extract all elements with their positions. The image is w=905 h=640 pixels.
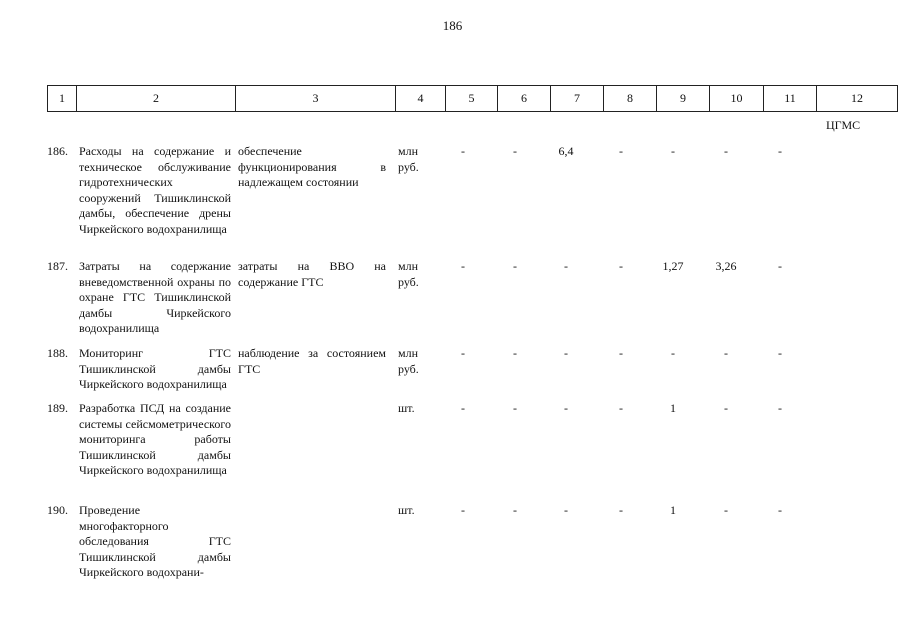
column-number-7: 7: [551, 86, 604, 112]
row-unit: млн руб.: [398, 144, 419, 174]
row-value-col11: -: [778, 259, 782, 273]
row-value-col7: -: [564, 503, 568, 517]
row-purpose: наблюдение за состоянием ГТС: [238, 346, 386, 376]
row-unit: шт.: [398, 503, 415, 517]
row-value-col5: -: [461, 144, 465, 158]
row-value-col7: -: [564, 259, 568, 273]
column-number-5: 5: [446, 86, 498, 112]
row-value-col5: -: [461, 401, 465, 415]
row-value-col6: -: [513, 346, 517, 360]
row-number: 190.: [47, 503, 68, 517]
row-number: 187.: [47, 259, 68, 273]
column-number-12: 12: [817, 86, 898, 112]
row-value-col11: -: [778, 346, 782, 360]
row-measure-name: Разработка ПСД на создание системы сейсмометрического мониторинга работы Тишиклинской дамбы Чиркейского водохранилища: [79, 401, 231, 478]
column-number-4: 4: [396, 86, 446, 112]
column-number-10: 10: [710, 86, 764, 112]
row-measure-name: Мониторинг ГТС Тишиклинской дамбы Чиркейского водохранилища: [79, 346, 231, 392]
row-value-col7: 6,4: [558, 144, 574, 158]
column-number-3: 3: [236, 86, 396, 112]
row-value-col9: 1,27: [662, 259, 684, 273]
row-purpose: затраты на ВВО на содержание ГТС: [238, 259, 386, 289]
row-measure-name: Проведение многофакторного обследования ГТС Тишиклинской дамбы Чиркейского водохрани-: [79, 503, 231, 580]
row-unit: млн руб.: [398, 346, 419, 376]
row-measure-name: Расходы на содержание и техническое обслуживание гидротехнических сооружений Тишиклинской дамбы, обеспечение дрены Чиркейского водохранилища: [79, 144, 231, 236]
column-number-9: 9: [657, 86, 710, 112]
row-value-col9: 1: [670, 401, 676, 415]
row-unit: млн руб.: [398, 259, 419, 289]
row-value-col9: -: [671, 346, 675, 360]
row-number: 189.: [47, 401, 68, 415]
row-value-col5: -: [461, 259, 465, 273]
row-value-col6: -: [513, 144, 517, 158]
column-number-11: 11: [764, 86, 817, 112]
row-value-col8: -: [619, 346, 623, 360]
row-value-col11: -: [778, 144, 782, 158]
row-value-col6: -: [513, 503, 517, 517]
row-value-col9: 1: [670, 503, 676, 517]
row-number: 186.: [47, 144, 68, 158]
row-value-col5: -: [461, 346, 465, 360]
row-value-col7: -: [564, 401, 568, 415]
row-value-col10: -: [724, 144, 728, 158]
row-value-col11: -: [778, 503, 782, 517]
row-measure-name: Затраты на содержание вневедомственной охраны по охране ГТС Тишиклинской дамбы Чиркейского водохранилища: [79, 259, 231, 336]
row-value-col7: -: [564, 346, 568, 360]
column-number-1: 1: [48, 86, 77, 112]
page-number: 186: [442, 18, 463, 33]
row-value-col6: -: [513, 401, 517, 415]
responsible-org-label: ЦГМС: [826, 118, 861, 132]
row-value-col11: -: [778, 401, 782, 415]
row-value-col8: -: [619, 503, 623, 517]
column-header-table: [47, 85, 898, 112]
column-number-2: 2: [77, 86, 236, 112]
row-value-col5: -: [461, 503, 465, 517]
row-value-col10: -: [724, 401, 728, 415]
row-value-col9: -: [671, 144, 675, 158]
row-unit: шт.: [398, 401, 415, 415]
row-number: 188.: [47, 346, 68, 360]
row-value-col10: -: [724, 346, 728, 360]
row-value-col8: -: [619, 401, 623, 415]
row-purpose: обеспечение функционирования в надлежащем состоянии: [238, 144, 386, 190]
row-value-col8: -: [619, 259, 623, 273]
column-number-6: 6: [498, 86, 551, 112]
row-value-col10: 3,26: [715, 259, 737, 273]
row-value-col8: -: [619, 144, 623, 158]
row-value-col6: -: [513, 259, 517, 273]
column-number-8: 8: [604, 86, 657, 112]
row-value-col10: -: [724, 503, 728, 517]
